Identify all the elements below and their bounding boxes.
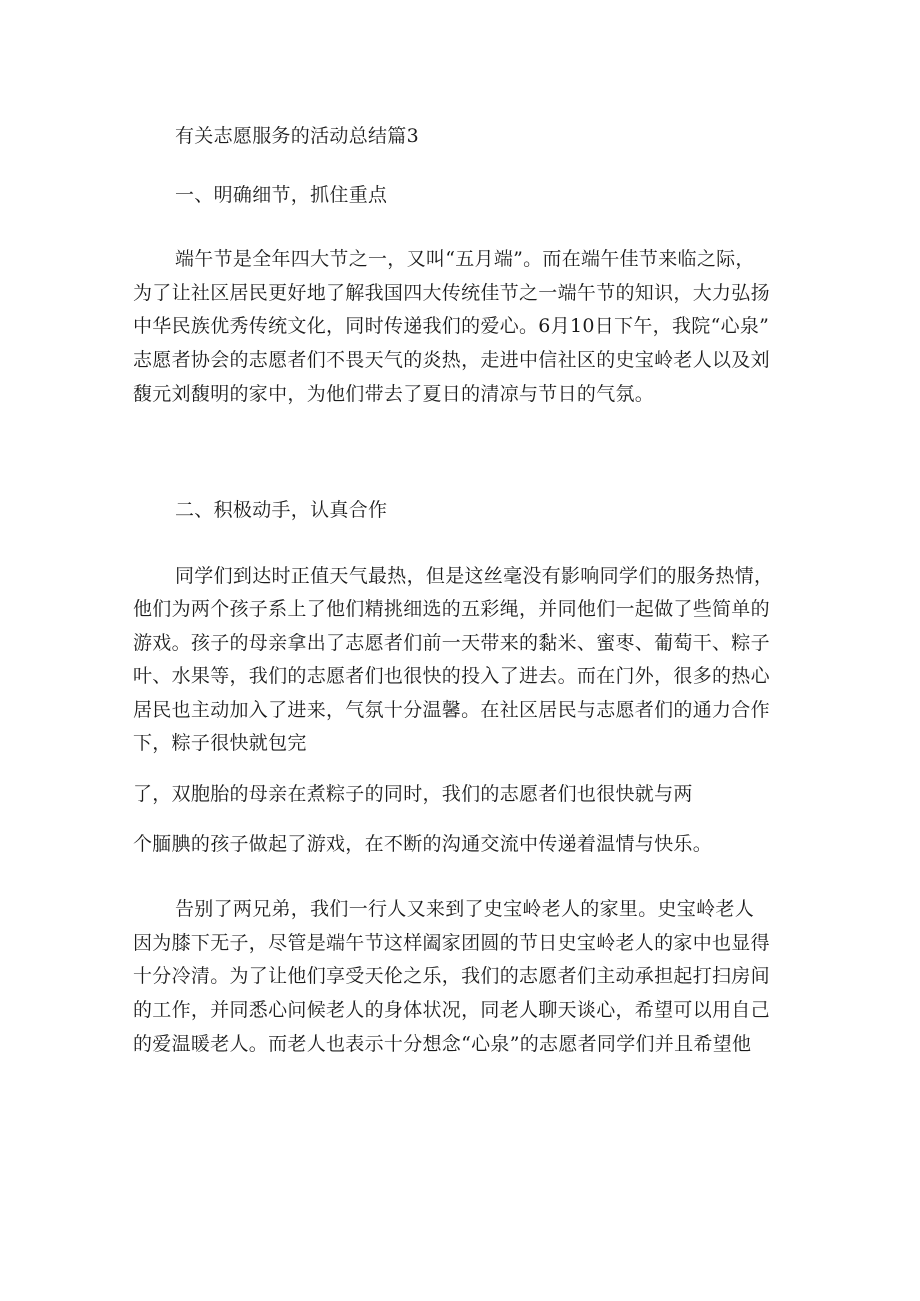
paragraph-line: 下，粽子很快就包完	[133, 732, 307, 754]
paragraph-line: 端午节是全年四大节之一，又叫“五月端”。而在端午佳节来临之际，	[175, 248, 755, 270]
paragraph-line: 中华民族优秀传统文化，同时传递我们的爱心。6月10日下午，我院“心泉”	[133, 315, 770, 337]
paragraph-line: 馥元刘馥明的家中，为他们带去了夏日的清凉与节日的气氛。	[133, 383, 655, 405]
paragraph-line: 的爱温暖老人。而老人也表示十分想念“心泉”的志愿者同学们并且希望他	[133, 1033, 752, 1055]
section-1-heading: 一、明确细节，抓住重点	[175, 184, 388, 206]
document-title: 有关志愿服务的活动总结篇3	[175, 125, 419, 147]
paragraph-line: 同学们到达时正值天气最热，但是这丝毫没有影响同学们的服务热情，	[175, 565, 774, 587]
paragraph-line: 志愿者协会的志愿者们不畏天气的炎热，走进中信社区的史宝岭老人以及刘	[133, 349, 770, 371]
paragraph-line: 游戏。孩子的母亲拿出了志愿者们前一天带来的黏米、蜜枣、葡萄干、粽子	[133, 632, 770, 654]
paragraph-line: 的工作，并同悉心问候老人的身体状况，同老人聊天谈心，希望可以用自己	[133, 999, 770, 1021]
section-2-heading: 二、积极动手，认真合作	[175, 499, 388, 521]
paragraph-line: 了，双胞胎的母亲在煮粽子的同时，我们的志愿者们也很快就与两	[133, 783, 693, 805]
paragraph-line: 告别了两兄弟，我们一行人又来到了史宝岭老人的家里。史宝岭老人	[175, 898, 755, 920]
paragraph-line: 居民也主动加入了进来，气氛十分温馨。在社区居民与志愿者们的通力合作	[133, 699, 770, 721]
paragraph-line: 十分冷清。为了让他们享受天伦之乐，我们的志愿者们主动承担起打扫房间	[133, 965, 770, 987]
paragraph-line: 为了让社区居民更好地了解我国四大传统佳节之一端午节的知识，大力弘扬	[133, 282, 770, 304]
paragraph-line: 因为膝下无子，尽管是端午节这样阖家团圆的节日史宝岭老人的家中也显得	[133, 932, 770, 954]
paragraph-line: 他们为两个孩子系上了他们精挑细选的五彩绳，并同他们一起做了些简单的	[133, 598, 770, 620]
paragraph-line: 个腼腆的孩子做起了游戏，在不断的沟通交流中传递着温情与快乐。	[133, 833, 713, 855]
paragraph-line: 叶、水果等，我们的志愿者们也很快的投入了进去。而在门外，很多的热心	[133, 665, 770, 687]
